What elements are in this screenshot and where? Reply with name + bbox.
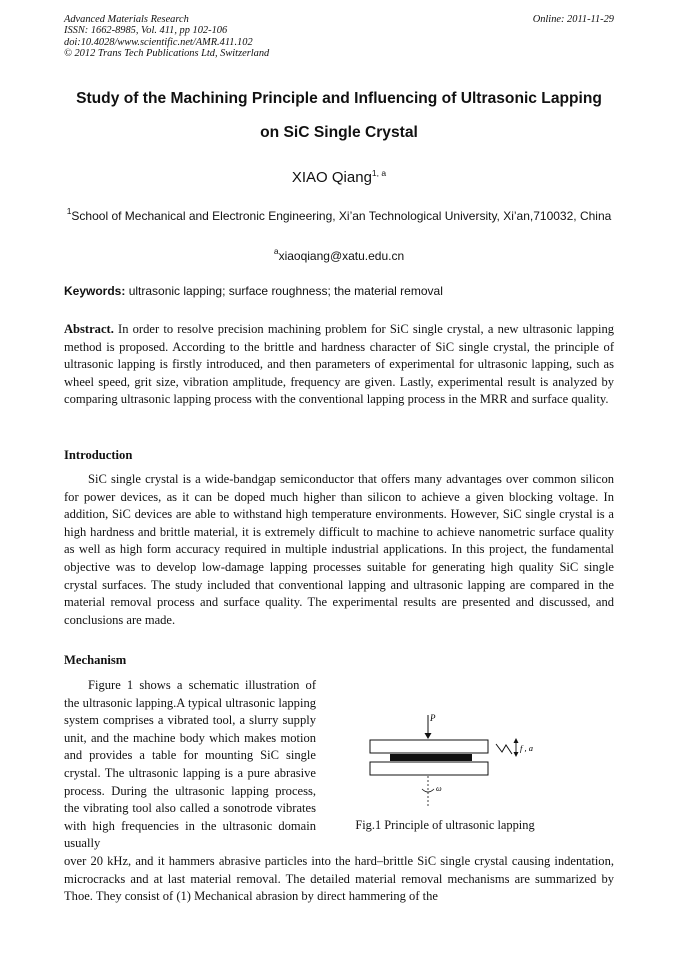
doi: doi:10.4028/www.scientific.net/AMR.411.102 [64, 36, 253, 48]
introduction-heading: Introduction [64, 448, 133, 462]
sic-workpiece [390, 754, 472, 761]
keywords [64, 284, 614, 298]
abstract-text: In order to resolve precision machining problem for SiC single crystal, a new ultrasonic lapping method is proposed. According to the brittle and hardness character of SiC single crystal, the principle of ultrasonic lapping is firstly introduced, and then parameters of experimental for ultrasonic lapping, such as wheel speed, grit size, vibration amplitude, frequency are given. Lastly, experimental result is analyzed by comparing ultrasonic lapping process with the conventional lapping process in the MRR and surface quality. [64, 322, 614, 407]
abstract-label: Abstract. [64, 322, 114, 336]
keywords-text: ultrasonic lapping; surface roughness; the material removal [125, 284, 443, 298]
vibration-arrowhead-up [514, 738, 519, 743]
copyright: © 2012 Trans Tech Publications Ltd, Switzerland [64, 48, 270, 60]
author-name: XIAO Qiang [291, 169, 372, 186]
affiliation [64, 202, 614, 225]
issn: ISSN: 1662-8985, Vol. 411, pp 102-106 [64, 25, 228, 37]
paper-title-line-2: on SiC Single Crystal [260, 124, 418, 141]
affiliation-sup: 1 [66, 206, 72, 216]
author [0, 168, 678, 186]
keywords-label: Keywords: [64, 284, 126, 298]
lapping-schematic [350, 707, 550, 815]
label-omega: ω [436, 784, 442, 793]
author-sup: 1, a [371, 168, 387, 178]
mechanism-text-full: over 20 kHz, and it hammers abrasive particles into the hard–brittle SiC single crystal causing indentation, microcracks and at last material removal. The detailed material removal mechanisms are summarized by Thoe. They consist of (1) Mechanical abrasion by direct hammering of the [64, 854, 614, 904]
mechanism-text-column: Figure 1 shows a schematic illustration of the ultrasonic lapping.A typical ultrasonic lapping system comprises a vibrated tool, a slurry supply unit, and the machine body which makes motion and provides a table for mounting SiC single crystal. The ultrasonic lapping is a pure abrasive process. During the ultrasonic lapping process, the vibrating tool also called a sonotrode vibrates with high frequencies in the ultrasonic domain usually [64, 678, 316, 851]
journal-header [64, 14, 269, 60]
abstract [64, 321, 614, 409]
pressure-arrowhead [425, 733, 432, 739]
email-sup: a [273, 246, 279, 256]
label-fa: f , a [520, 743, 533, 753]
email [0, 246, 678, 263]
paper-title-line-1: Study of the Machining Principle and Influencing of Ultrasonic Lapping [76, 90, 602, 107]
affiliation-text: School of Mechanical and Electronic Engineering, Xi’an Technological University, Xi’an,710032, China [71, 209, 612, 223]
introduction-text: SiC single crystal is a wide-bandgap semiconductor that offers many advantages over common silicon for power devices, as it can be doped much higher than silicon to achieve a given blocking voltage. In addition, SiC devices are able to withstand high temperature environments. However, SiC single crystal is a high hardness and brittle material, it is extremely difficult to machine to achieve nanometric surface quality as well as high form accuracy required in multiple industrial applications. In this project, the fundamental objective was to develop low-damage lapping processes suitable for generating high quality SiC single crystal surfaces. The study included that conventional lapping and ultrasonic lapping are compared in the material removal process and surface quality. The experimental results are presented and discussed, and conclusions are made. [64, 472, 614, 627]
mechanism-heading: Mechanism [64, 653, 127, 667]
vibration-arrowhead-down [514, 752, 519, 757]
label-p: P [430, 713, 436, 723]
vibrating-tool [370, 740, 488, 753]
figure-caption: Fig.1 Principle of ultrasonic lapping [355, 818, 535, 832]
journal-name: Advanced Materials Research [64, 14, 189, 25]
vibration-zigzag-icon [496, 744, 512, 754]
email-text[interactable]: xiaoqiang@xatu.edu.cn [278, 249, 405, 263]
online-date: Online: 2011-11-29 [532, 14, 614, 25]
lapping-table [370, 762, 488, 775]
